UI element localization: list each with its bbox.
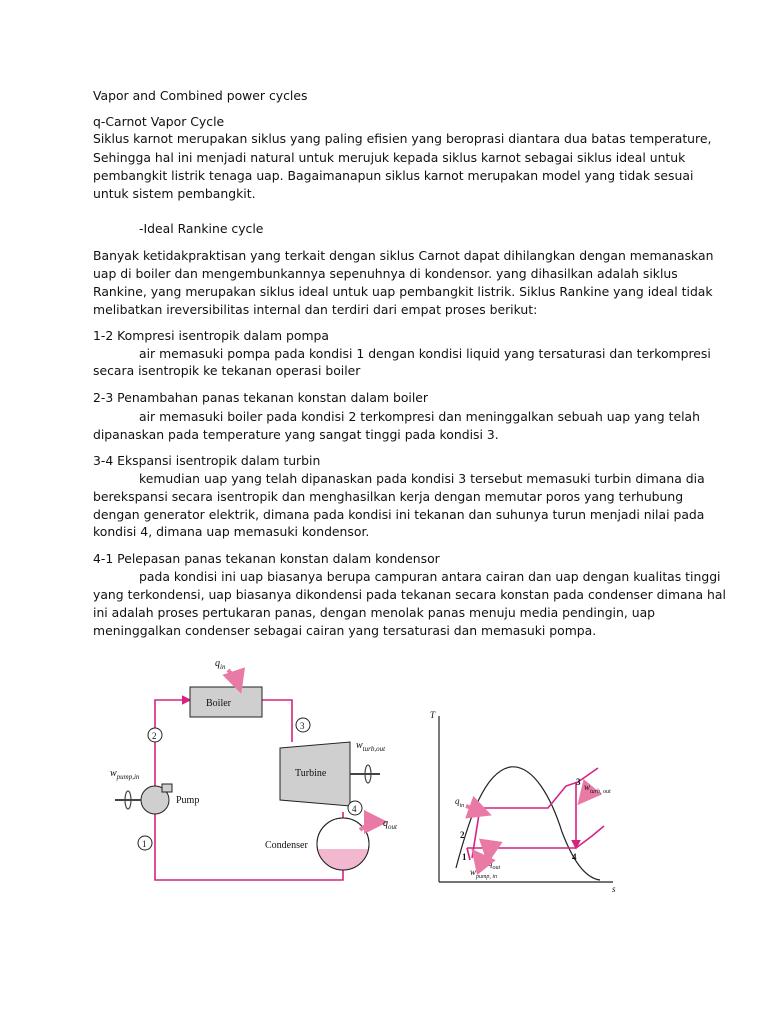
process-34-heading: 3-4 Ekspansi isentropik dalam turbin — [93, 453, 321, 468]
rankine-line-1: Banyak ketidakpraktisan yang terkait dengan siklus Carnot dapat dihilangkan dengan memanaskan — [93, 248, 714, 263]
pipe-boiler-to-turbine — [262, 700, 292, 742]
w-turb-label: $w_{turb,out}$ — [356, 740, 386, 753]
process-34-line-2: dengan generator elektrik, dimana pada kondisi ini tekanan dan suhunya turun menjadi nilai pada — [93, 507, 705, 522]
process-41-indent: pada kondisi ini uap biasanya berupa campuran antara cairan dan uap dengan kualitas tinggi — [139, 569, 721, 584]
t-axis-label: T — [430, 710, 436, 720]
carnot-line-3: pembangkit listrik tenaga uap. Bagaimanapun siklus karnot merupakan model yang tidak sesuai — [93, 168, 694, 183]
carnot-heading: q-Carnot Vapor Cycle — [93, 114, 225, 129]
process-23-line: dipanaskan pada temperature yang sangat tinggi pada kondisi 3. — [93, 427, 499, 442]
ts-q-out-label: $q_{out}$ — [488, 858, 501, 871]
turbine-label: Turbine — [295, 768, 327, 779]
process-12-heading: 1-2 Kompresi isentropik dalam pompa — [93, 328, 330, 343]
state-marker-2 — [148, 728, 162, 742]
ts-point-2: 2 — [460, 830, 465, 840]
document-title: Vapor and Combined power cycles — [93, 88, 308, 103]
ts-point-3: 3 — [576, 777, 581, 787]
ts-w-pump-label: $w_{pump, in}$ — [470, 867, 498, 880]
ts-q-in-label: $q_{in}$ — [455, 796, 465, 809]
process-23-heading: 2-3 Penambahan panas tekanan konstan dalam boiler — [93, 390, 429, 405]
ts-point-1: 1 — [462, 852, 467, 862]
s-axis-label: s — [612, 884, 616, 894]
condenser-liquid — [317, 849, 369, 873]
q-out-arrow — [360, 822, 384, 830]
svg-text:4: 4 — [352, 804, 357, 814]
process-23-indent: air memasuki boiler pada kondisi 2 terkompresi dan meninggalkan sebuah uap yang telah — [139, 409, 700, 424]
rankine-heading: -Ideal Rankine cycle — [139, 221, 264, 236]
svg-text:2: 2 — [152, 731, 157, 741]
state-marker-1 — [138, 836, 152, 850]
pipe-pump-to-boiler — [155, 700, 190, 788]
state-marker-4 — [348, 801, 362, 815]
process-41-heading: 4-1 Pelepasan panas tekanan konstan dalam kondensor — [93, 551, 440, 566]
pipe-condenser-to-pump — [155, 812, 343, 880]
svg-text:3: 3 — [300, 721, 305, 731]
rankine-line-3: Rankine, yang merupakan siklus ideal untuk uap pembangkit listrik. Siklus Rankine yang ideal tidak — [93, 284, 713, 299]
carnot-line-1: Siklus karnot merupakan siklus yang paling efisien yang beroprasi diantara dua batas temperature, — [93, 131, 712, 146]
rankine-line-2: uap di boiler dan mengembunkannya sepenuhnya di kondensor. yang dihasilkan adalah siklus — [93, 266, 678, 281]
q-in-label: $q_{in}$ — [215, 658, 226, 671]
ts-point-4: 4 — [572, 852, 577, 862]
state-marker-3 — [296, 718, 310, 732]
process-41-line-1: yang terkondensi, uap biasanya dikondensi pada tekanan secara konstan pada condenser dimana hal — [93, 587, 726, 602]
process-41-line-2: ini adalah proses pertukaran panas, dengan menolak panas menuju media pendingin, uap — [93, 605, 656, 620]
q-out-label: $q_{out}$ — [383, 818, 397, 831]
process-12-indent: air memasuki pompa pada kondisi 1 dengan kondisi liquid yang tersaturasi dan terkompresi — [139, 346, 711, 361]
rankine-line-4: melibatkan ireversibilitas internal dan terdiri dari empat proses berikut: — [93, 302, 538, 317]
svg-text:1: 1 — [142, 839, 147, 849]
condenser-label: Condenser — [265, 840, 308, 851]
process-34-indent: kemudian uap yang telah dipanaskan pada kondisi 3 tersebut memasuki turbin dimana dia — [139, 471, 705, 486]
process-34-line-1: berekspansi secara isentropik dan menghasilkan kerja dengan memutar poros yang terhubung — [93, 489, 684, 504]
ts-w-turb-label: $w_{turb, out}$ — [584, 782, 611, 795]
pump-label: Pump — [176, 795, 200, 806]
process-41-line-3: meninggalkan condenser sebagai cairan yang tersaturasi dan memasuki pompa. — [93, 623, 597, 638]
carnot-line-4: untuk sistem pembangkit. — [93, 186, 256, 201]
pump-outlet — [162, 784, 172, 792]
process-12-line: secara isentropik ke tekanan operasi boiler — [93, 363, 361, 378]
process-34-line-3: kondisi 4, dimana uap memasuki kondensor. — [93, 524, 370, 539]
w-pump-label: $w_{pump,in}$ — [110, 768, 140, 781]
carnot-line-2: Sehingga hal ini menjadi natural untuk merujuk kepada siklus karnot sebagai siklus ideal untuk — [93, 150, 686, 165]
boiler-label: Boiler — [206, 698, 231, 709]
